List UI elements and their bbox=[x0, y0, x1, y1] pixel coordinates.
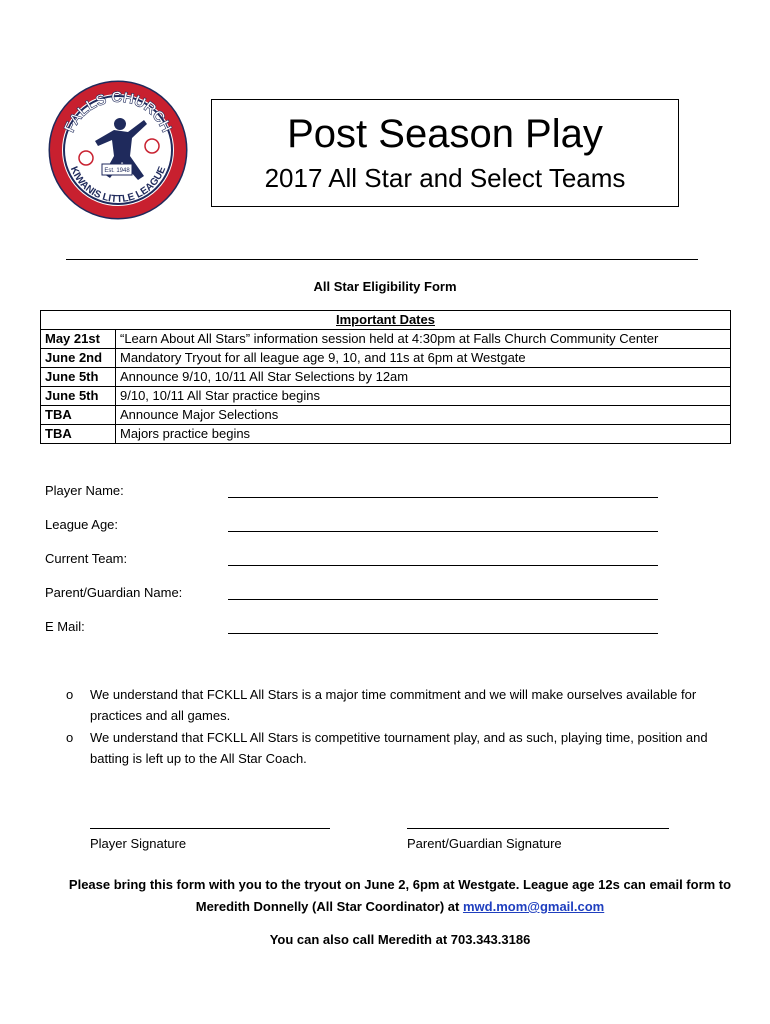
date-cell: TBA bbox=[41, 406, 116, 425]
league-age-label: League Age: bbox=[45, 517, 119, 532]
event-cell: Mandatory Tryout for all league age 9, 10, and 11s at 6pm at Westgate bbox=[116, 349, 731, 368]
parent-name-field[interactable] bbox=[228, 599, 658, 600]
player-name-field[interactable] bbox=[228, 497, 658, 498]
acknowledgement-text: We understand that FCKLL All Stars is a major time commitment and we will make ourselves available for practices and all games. bbox=[90, 687, 697, 723]
player-signature-label: Player Signature bbox=[90, 836, 187, 851]
current-team-field[interactable] bbox=[228, 565, 658, 566]
date-cell: June 2nd bbox=[41, 349, 116, 368]
event-cell: “Learn About All Stars” information session held at 4:30pm at Falls Church Community Center bbox=[116, 330, 731, 349]
player-signature-field[interactable] bbox=[90, 828, 330, 829]
table-header-row bbox=[41, 311, 731, 330]
table-row bbox=[41, 349, 731, 368]
table-row bbox=[41, 425, 731, 444]
note-line-2 bbox=[40, 896, 760, 918]
logo-text-top: FALLS CHURCH bbox=[61, 88, 175, 136]
checkbox-bullet[interactable]: o bbox=[66, 687, 74, 702]
coordinator-email-link[interactable]: mwd.mom@gmail.com bbox=[462, 899, 605, 914]
date-cell: TBA bbox=[41, 425, 116, 444]
note-line-1: Please bring this form with you to the tryout on June 2, 6pm at Westgate. League age 12s can email form to bbox=[68, 877, 732, 892]
table-row bbox=[41, 330, 731, 349]
acknowledgement-item bbox=[66, 684, 726, 726]
important-dates-table bbox=[40, 310, 731, 444]
acknowledgement-text: We understand that FCKLL All Stars is competitive tournament play, and as such, playing time, position and batting is left up to the All Star Coach. bbox=[90, 730, 708, 766]
date-cell: May 21st bbox=[41, 330, 116, 349]
table-heading: Important Dates bbox=[41, 311, 731, 330]
checkbox-bullet[interactable]: o bbox=[66, 730, 74, 745]
falls-church-logo bbox=[48, 80, 188, 220]
table-row bbox=[41, 368, 731, 387]
date-cell: June 5th bbox=[41, 387, 116, 406]
page-title: Post Season Play bbox=[287, 112, 603, 156]
logo-est-text: Est. 1948 bbox=[104, 168, 130, 174]
email-field[interactable] bbox=[228, 633, 658, 634]
league-age-field[interactable] bbox=[228, 531, 658, 532]
table-row bbox=[41, 406, 731, 425]
event-cell: Announce Major Selections bbox=[116, 406, 731, 425]
title-box bbox=[211, 99, 679, 207]
event-cell: Announce 9/10, 10/11 All Star Selections by 12am bbox=[116, 368, 731, 387]
parent-signature-label: Parent/Guardian Signature bbox=[407, 836, 562, 851]
phone-note: You can also call Meredith at 703.343.3186 bbox=[269, 932, 531, 947]
player-name-label: Player Name: bbox=[45, 483, 124, 498]
note-line-2-prefix: Meredith Donnelly (All Star Coordinator) at bbox=[195, 899, 463, 914]
parent-name-label: Parent/Guardian Name: bbox=[45, 585, 183, 600]
acknowledgement-item bbox=[66, 727, 726, 769]
closing-note bbox=[40, 874, 760, 918]
parent-signature-field[interactable] bbox=[407, 828, 669, 829]
date-cell: June 5th bbox=[41, 368, 116, 387]
event-cell: Majors practice begins bbox=[116, 425, 731, 444]
horizontal-rule bbox=[66, 259, 698, 260]
current-team-label: Current Team: bbox=[45, 551, 128, 566]
email-label: E Mail: bbox=[45, 619, 85, 634]
logo-text-bottom: KIWANIS LITTLE LEAGUE bbox=[67, 165, 169, 206]
event-cell: 9/10, 10/11 All Star practice begins bbox=[116, 387, 731, 406]
form-title: All Star Eligibility Form bbox=[313, 279, 457, 294]
page-subtitle: 2017 All Star and Select Teams bbox=[264, 163, 626, 193]
table-row bbox=[41, 387, 731, 406]
